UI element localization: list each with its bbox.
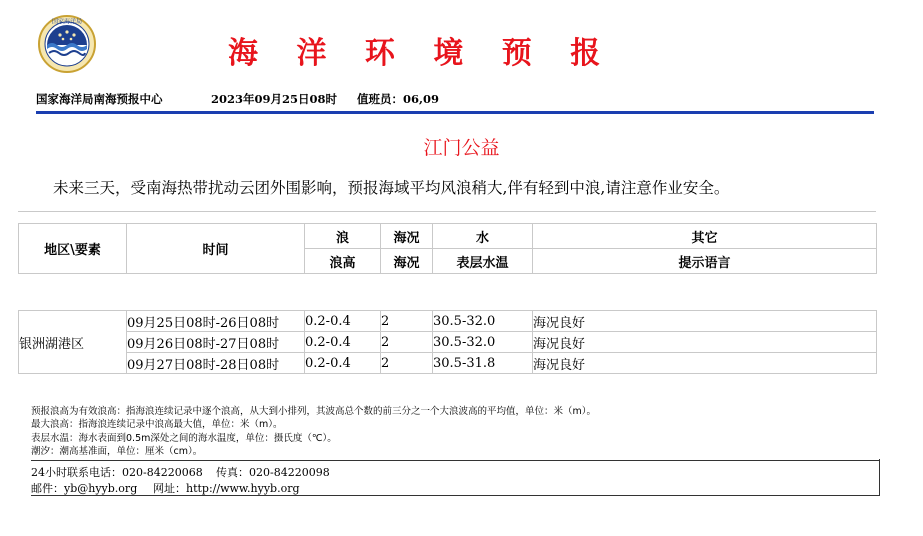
note-line: 潮汐：潮高基准面，单位：厘米（cm）。 bbox=[31, 446, 203, 458]
duty-officer: 值班员：06,09 bbox=[357, 92, 440, 106]
time-cell: 09月26日08时-27日08时 bbox=[127, 332, 305, 353]
header-surface-temp: 表层水温 bbox=[433, 249, 533, 274]
area-name-cell: 银洲湖港区 bbox=[19, 311, 127, 374]
time-cell: 09月25日08时-26日08时 bbox=[127, 311, 305, 332]
contact-fax: 传真：020-84220098 bbox=[216, 466, 330, 479]
header-water-group: 水 bbox=[433, 224, 533, 249]
header-divider bbox=[36, 111, 874, 114]
agency-name: 国家海洋局南海预报中心 bbox=[36, 92, 163, 106]
header-sea-group: 海况 bbox=[381, 224, 433, 249]
table-top-divider bbox=[18, 211, 876, 212]
wave-height-cell: 0.2-0.4 bbox=[305, 311, 381, 332]
header-other-group: 其它 bbox=[533, 224, 877, 249]
station-name: 江门公益 bbox=[423, 137, 500, 159]
header-sea-state: 海况 bbox=[381, 249, 433, 274]
forecast-datetime: 2023年09月25日08时 bbox=[211, 92, 338, 106]
surface-temp-cell: 30.5-31.8 bbox=[433, 353, 533, 374]
tip-cell: 海况良好 bbox=[533, 311, 877, 332]
note-line: 表层水温：海水表面到0.5m深处之间的海水温度，单位：摄氏度（℃）。 bbox=[31, 432, 337, 444]
surface-temp-cell: 30.5-32.0 bbox=[433, 332, 533, 353]
footer-right-border bbox=[879, 459, 880, 495]
page-title: 海 洋 环 境 预 报 bbox=[228, 36, 615, 71]
emblem-text: 国家海洋局 bbox=[51, 18, 83, 26]
wave-height-cell: 0.2-0.4 bbox=[305, 353, 381, 374]
header-time: 时间 bbox=[127, 224, 305, 274]
table-row bbox=[19, 311, 877, 332]
definition-notes bbox=[31, 405, 596, 459]
header-tips: 提示语言 bbox=[533, 249, 877, 274]
tip-cell: 海况良好 bbox=[533, 353, 877, 374]
contact-phone: 24小时联系电话：020-84220068 bbox=[31, 466, 203, 479]
header-area: 地区\要素 bbox=[19, 224, 127, 274]
contact-email[interactable]: 邮件：yb@hyyb.org bbox=[31, 482, 138, 495]
footer-bottom-divider bbox=[31, 495, 880, 496]
header-wave-height: 浪高 bbox=[305, 249, 381, 274]
sea-state-cell: 2 bbox=[381, 311, 433, 332]
header-wave-group: 浪 bbox=[305, 224, 381, 249]
surface-temp-cell: 30.5-32.0 bbox=[433, 311, 533, 332]
footer-top-divider bbox=[31, 460, 880, 461]
table-row bbox=[19, 353, 877, 374]
time-cell: 09月27日08时-28日08时 bbox=[127, 353, 305, 374]
forecast-summary: 未来三天，受南海热带扰动云团外围影响，预报海域平均风浪稍大,伴有轻到中浪,请注意作业安全。 bbox=[53, 179, 730, 197]
tip-cell: 海况良好 bbox=[533, 332, 877, 353]
forecast-table-body bbox=[18, 310, 877, 374]
wave-height-cell: 0.2-0.4 bbox=[305, 332, 381, 353]
note-line: 最大浪高：指海浪连续记录中浪高最大值，单位：米（m）。 bbox=[31, 419, 283, 431]
note-line: 预报浪高为有效浪高：指海浪连续记录中逐个浪高，从大到小排列，其波高总个数的前三分之一个大浪波高的平均值，单位：米（m）。 bbox=[31, 406, 597, 417]
sea-state-cell: 2 bbox=[381, 332, 433, 353]
contact-website[interactable]: 网址：http://www.hyyb.org bbox=[153, 482, 300, 495]
sea-state-cell: 2 bbox=[381, 353, 433, 374]
table-row bbox=[19, 332, 877, 353]
agency-emblem-logo bbox=[38, 15, 96, 73]
forecast-table-header bbox=[18, 223, 877, 274]
